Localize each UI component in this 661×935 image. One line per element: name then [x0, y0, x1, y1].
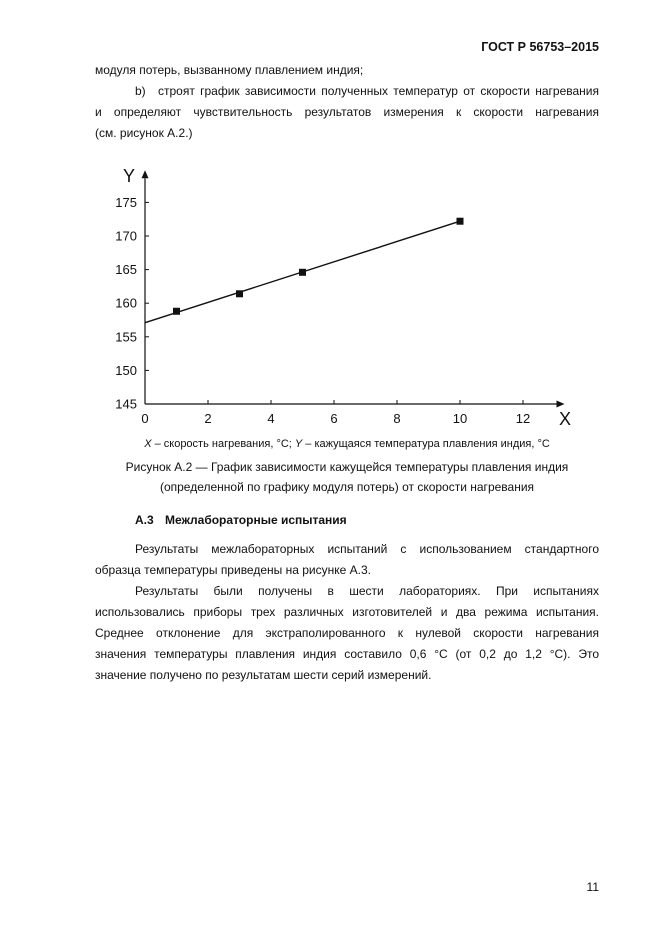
data-point: [457, 218, 464, 225]
x-axis-label: X: [559, 409, 572, 429]
figure-caption: [95, 457, 599, 497]
data-point: [299, 269, 306, 276]
x-tick-label: 6: [330, 411, 338, 426]
section-heading: [135, 513, 347, 527]
list-item-text: строят график зависимости полученных температур от скорости нагревания: [158, 84, 599, 98]
y-tick-label: 175: [115, 194, 137, 210]
data-point: [236, 290, 243, 297]
legend-y-symbol: Y: [294, 438, 303, 450]
data-point: [173, 308, 180, 315]
list-item-text: и определяют чувствительность результатов измерения к скорости нагревания: [95, 105, 599, 119]
legend-y-text: – кажущаяся температура плавления индия, °С: [302, 438, 550, 450]
list-item-text: (см. рисунок А.2.): [95, 126, 193, 140]
section-number: А.3: [135, 513, 154, 527]
x-tick-label: 10: [452, 411, 468, 426]
body-text-line: модуля потерь, вызванному плавлением индия;: [95, 63, 364, 77]
caption-line: Рисунок А.2 — График зависимости кажущейся температуры плавления индия: [125, 460, 569, 474]
y-axis-label: Y: [123, 166, 136, 186]
y-tick-label: 150: [115, 362, 137, 378]
figure-legend: [95, 438, 599, 450]
paragraph-line: Результаты были получены в шести лабораториях. При испытаниях: [135, 584, 599, 598]
paragraph-line: значение получено по результатам шести серий измерений.: [95, 668, 432, 682]
page-number: 11: [586, 880, 599, 894]
y-axis-arrow: [142, 170, 149, 178]
y-tick-label: 155: [115, 329, 137, 345]
legend-x-symbol: X: [144, 438, 152, 450]
y-tick-label: 165: [115, 262, 137, 278]
section-title: Межлабораторные испытания: [165, 513, 347, 527]
x-axis-arrow: [557, 401, 565, 408]
paragraph-line: Среднее отклонение для экстраполированного к нулевой скорости нагревания: [95, 626, 599, 640]
caption-line: (определенной по графику модуля потерь) от скорости нагревания: [159, 480, 535, 494]
y-tick-label: 160: [115, 295, 137, 311]
paragraph-line: образца температуры приведены на рисунке А.3.: [95, 563, 371, 577]
legend-x-text: – скорость нагревания, °С;: [151, 438, 292, 450]
x-tick-label: 8: [393, 411, 401, 426]
list-item-marker: b): [135, 84, 146, 98]
y-tick-label: 170: [115, 228, 137, 244]
x-tick-label: 0: [141, 411, 149, 426]
paragraph-line: значения температуры плавления индия составило 0,6 °С (от 0,2 до 1,2 °С). Это: [95, 647, 599, 661]
y-tick-label: 145: [115, 396, 137, 412]
x-tick-label: 2: [204, 411, 212, 426]
paragraph-line: Результаты межлабораторных испытаний с использованием стандартного: [135, 542, 599, 556]
x-tick-label: 4: [267, 411, 275, 426]
x-tick-label: 12: [515, 411, 531, 426]
paragraph-line: использовались приборы трех различных изготовителей и два режима испытания.: [95, 605, 599, 619]
document-header: ГОСТ Р 56753–2015: [481, 40, 599, 54]
